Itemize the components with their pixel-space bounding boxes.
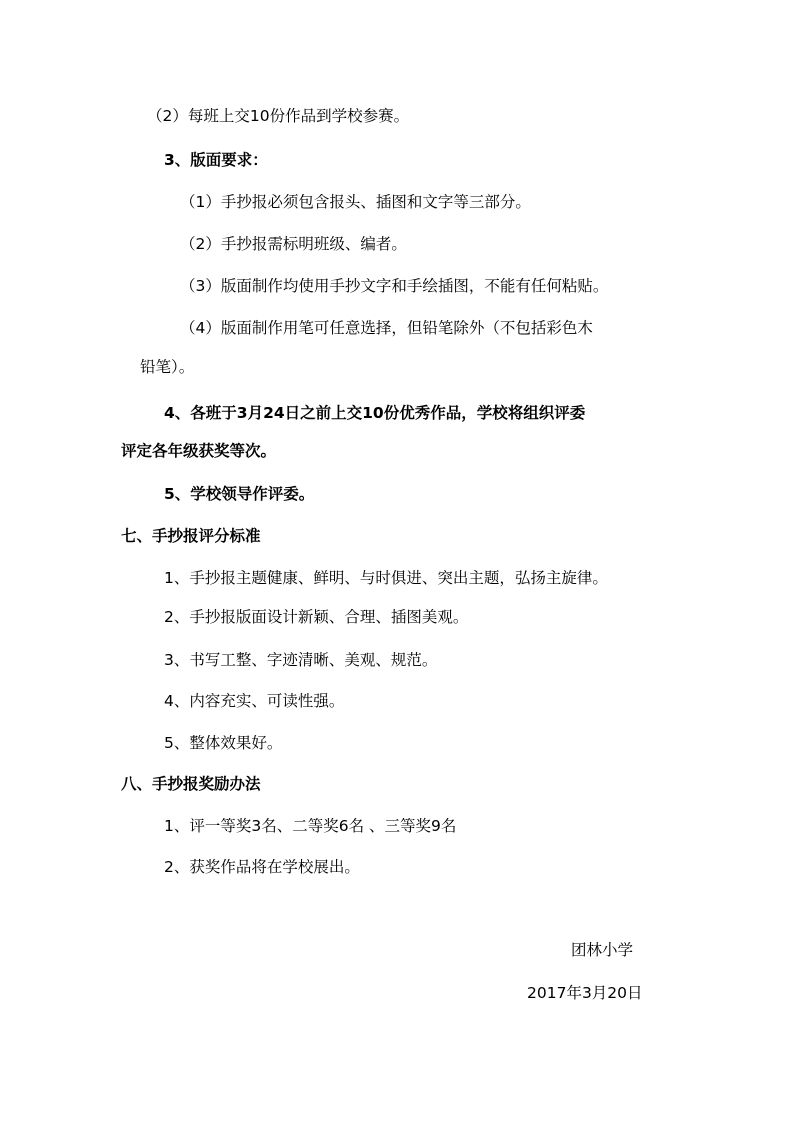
criterion-3: 3、书写工整、字迹清晰、美观、规范。 — [164, 651, 438, 669]
layout-requirement-3: （3）版面制作均使用手抄文字和手绘插图，不能有任何粘贴。 — [180, 277, 609, 295]
criterion-1: 1、手抄报主题健康、鲜明、与时俱进、突出主题，弘扬主旋律。 — [164, 569, 608, 587]
section-eight-heading: 八、手抄报奖励办法 — [121, 775, 261, 793]
award-rule-1: 1、评一等奖3名、二等奖6名 、三等奖9名 — [164, 817, 457, 835]
criterion-4: 4、内容充实、可读性强。 — [164, 692, 345, 710]
layout-requirement-4-continued: 铅笔）。 — [140, 358, 195, 376]
signature-school: 团林小学 — [571, 941, 634, 959]
section-seven-heading: 七、手抄报评分标准 — [121, 527, 261, 545]
signature-date: 2017年3月20日 — [527, 984, 643, 1002]
criterion-5: 5、整体效果好。 — [164, 734, 283, 752]
layout-requirement-1: （1）手抄报必须包含报头、插图和文字等三部分。 — [180, 193, 531, 211]
layout-requirement-2: （2）手抄报需标明班级、编者。 — [180, 235, 407, 253]
award-rule-2: 2、获奖作品将在学校展出。 — [164, 858, 360, 876]
criterion-2: 2、手抄报版面设计新颖、合理、插图美观。 — [164, 608, 469, 626]
item-submission-deadline-continued: 评定各年级获奖等次。 — [121, 442, 277, 460]
layout-requirement-4: （4）版面制作用笔可任意选择，但铅笔除外（不包括彩色木 — [180, 319, 593, 337]
item-submission-deadline: 4、各班于3月24日之前上交10份优秀作品，学校将组织评委 — [164, 404, 586, 422]
item-judges: 5、学校领导作评委。 — [164, 485, 315, 503]
section-layout-requirements-heading: 3、版面要求： — [164, 151, 268, 169]
item-submit-ten-works: （2）每班上交10份作品到学校参赛。 — [147, 107, 410, 125]
